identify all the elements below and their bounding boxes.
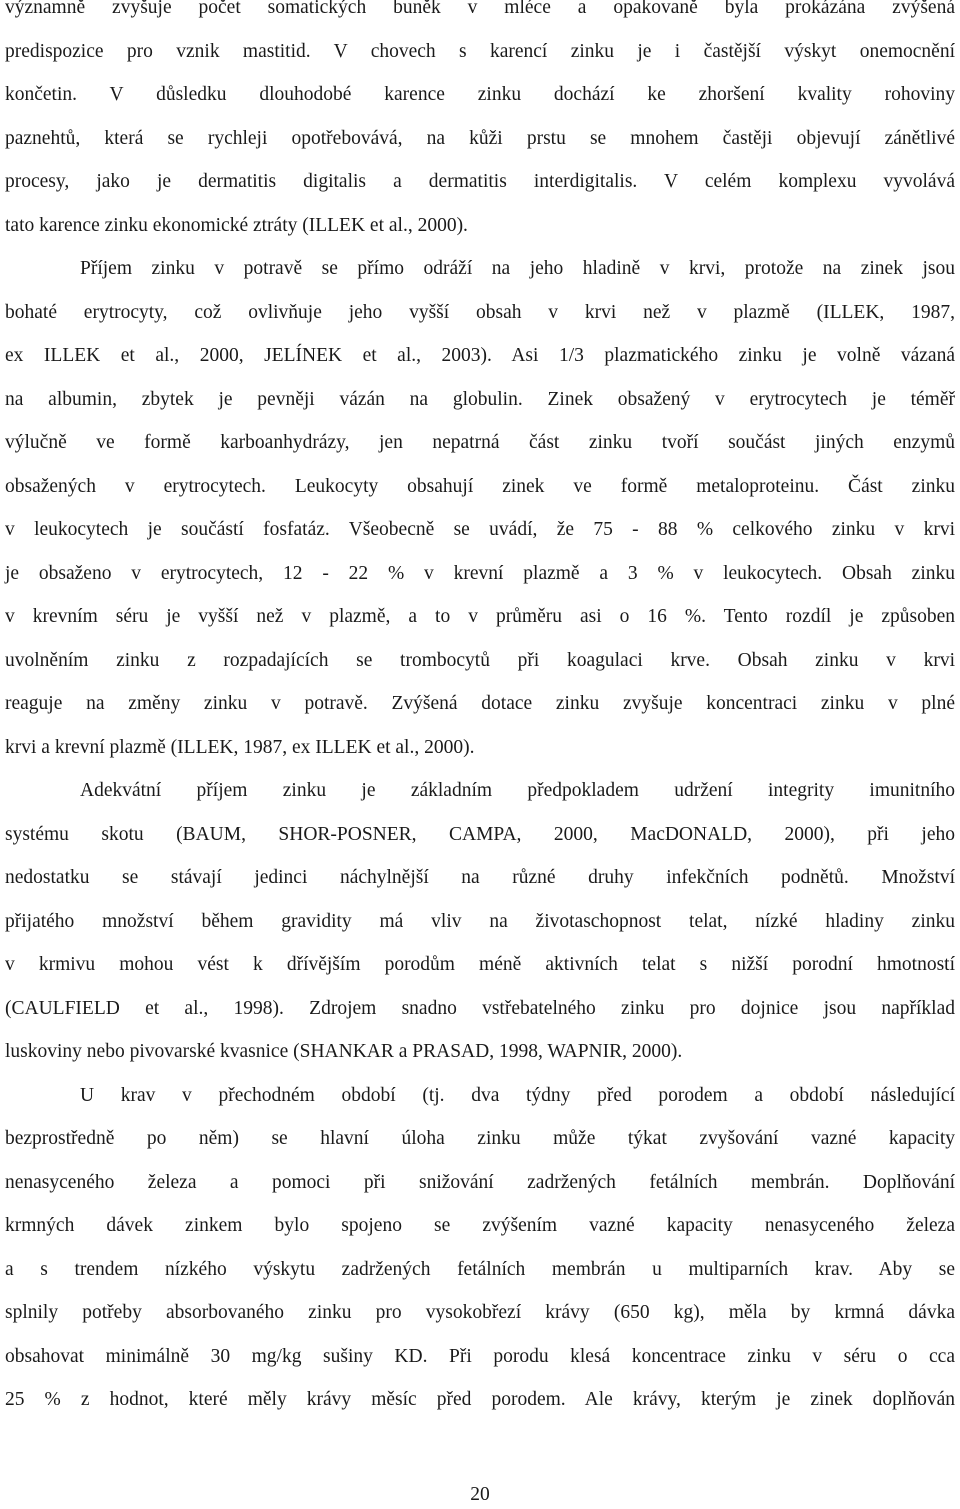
paragraph-1: [5, 0, 955, 247]
paragraph-2: [5, 247, 955, 769]
text-line: na albumin, zbytek je pevněji vázán na globulin. Zinek obsažený v erytrocytech je téměř: [5, 388, 955, 410]
text-line: v krmivu mohou vést k dřívějším porodům méně aktivních telat s nižší porodní hmotností: [5, 954, 955, 975]
text-line: krvi a krevní plazmě (ILLEK, 1987, ex ILLEK et al., 2000).: [5, 736, 475, 758]
text-line: uvolněním zinku z rozpadajících se trombocytů při koagulaci krve. Obsah zinku v krvi: [5, 649, 955, 671]
text-line: významně zvyšuje počet somatických buněk v mléce a opakovaně byla prokázána zvýšená: [5, 0, 955, 18]
text-line: splnily potřeby absorbovaného zinku pro vysokobřezí krávy (650 kg), měla by krmná dávka: [5, 1302, 955, 1323]
text-line: 25 % z hodnot, které měly krávy měsíc před porodem. Ale krávy, kterým je zinek doplňován: [5, 1389, 955, 1410]
text-line: reaguje na změny zinku v potravě. Zvýšená dotace zinku zvyšuje koncentraci zinku v plné: [5, 693, 955, 714]
text-line: U krav v přechodném období (tj. dva týdny před porodem a období následující: [80, 1084, 955, 1106]
text-line: bezprostředně po něm) se hlavní úloha zinku může týkat zvyšování vazné kapacity: [5, 1128, 955, 1149]
text-line: tato karence zinku ekonomické ztráty (ILLEK et al., 2000).: [5, 214, 468, 236]
paragraph-4: [5, 1074, 955, 1422]
text-line: predispozice pro vznik mastitid. V chovech s karencí zinku je i častější výskyt onemocnění: [5, 40, 955, 62]
text-line: luskoviny nebo pivovarské kvasnice (SHANKAR a PRASAD, 1998, WAPNIR, 2000).: [5, 1041, 683, 1062]
text-line: přijatého množství během gravidity má vliv na životaschopnost telat, nízké hladiny zinku: [5, 910, 955, 932]
text-line: obsahovat minimálně 30 mg/kg sušiny KD. Při porodu klesá koncentrace zinku v séru o cca: [5, 1345, 955, 1367]
paragraph-3: [5, 769, 955, 1074]
text-line: výlučně ve formě karboanhydrázy, jen nepatrná část zinku tvoří součást jiných enzymů: [5, 432, 955, 453]
text-line: je obsaženo v erytrocytech, 12 - 22 % v krevní plazmě a 3 % v leukocytech. Obsah zinku: [5, 562, 955, 584]
text-line: systému skotu (BAUM, SHOR-POSNER, CAMPA, 2000, MacDONALD, 2000), při jeho: [5, 823, 955, 845]
text-line: Adekvátní příjem zinku je základním předpokladem udržení integrity imunitního: [80, 780, 955, 801]
text-line: v krevním séru je vyšší než v plazmě, a to v průměru asi o 16 %. Tento rozdíl je způsoben: [5, 606, 955, 627]
text-line: nedostatku se stávají jedinci náchylnější na různé druhy infekčních podnětů. Množství: [5, 867, 955, 888]
text-line: procesy, jako je dermatitis digitalis a dermatitis interdigitalis. V celém komplexu vyvolává: [5, 171, 955, 192]
text-line: nenasyceného železa a pomoci při snižování zadržených fetálních membrán. Doplňování: [5, 1171, 955, 1193]
text-line: Příjem zinku v potravě se přímo odráží na jeho hladině v krvi, protože na zinek jsou: [80, 258, 955, 279]
text-line: bohaté erytrocyty, což ovlivňuje jeho vyšší obsah v krvi než v plazmě (ILLEK, 1987,: [5, 301, 955, 323]
text-line: v leukocytech je součástí fosfatáz. Všeobecně se uvádí, že 75 - 88 % celkového zinku v krvi: [5, 519, 955, 540]
text-line: (CAULFIELD et al., 1998). Zdrojem snadno vstřebatelného zinku pro dojnice jsou například: [5, 997, 955, 1019]
text-line: ex ILLEK et al., 2000, JELÍNEK et al., 2003). Asi 1/3 plazmatického zinku je volně vázaná: [5, 345, 955, 366]
text-line: paznehtů, která se rychleji opotřebovává, na kůži prstu se mnohem častěji objevují zánětlivé: [5, 127, 955, 149]
text-line: krmných dávek zinkem bylo spojeno se zvýšením vazné kapacity nenasyceného železa: [5, 1215, 955, 1236]
text-line: končetin. V důsledku dlouhodobé karence zinku dochází ke zhoršení kvality rohoviny: [5, 84, 955, 105]
text-line: obsažených v erytrocytech. Leukocyty obsahují zinek ve formě metaloproteinu. Část zinku: [5, 475, 955, 497]
text-line: a s trendem nízkého výskytu zadržených fetálních membrán u multiparních krav. Aby se: [5, 1258, 955, 1280]
body-text: [5, 0, 955, 1422]
page-number: 20: [470, 1484, 490, 1505]
